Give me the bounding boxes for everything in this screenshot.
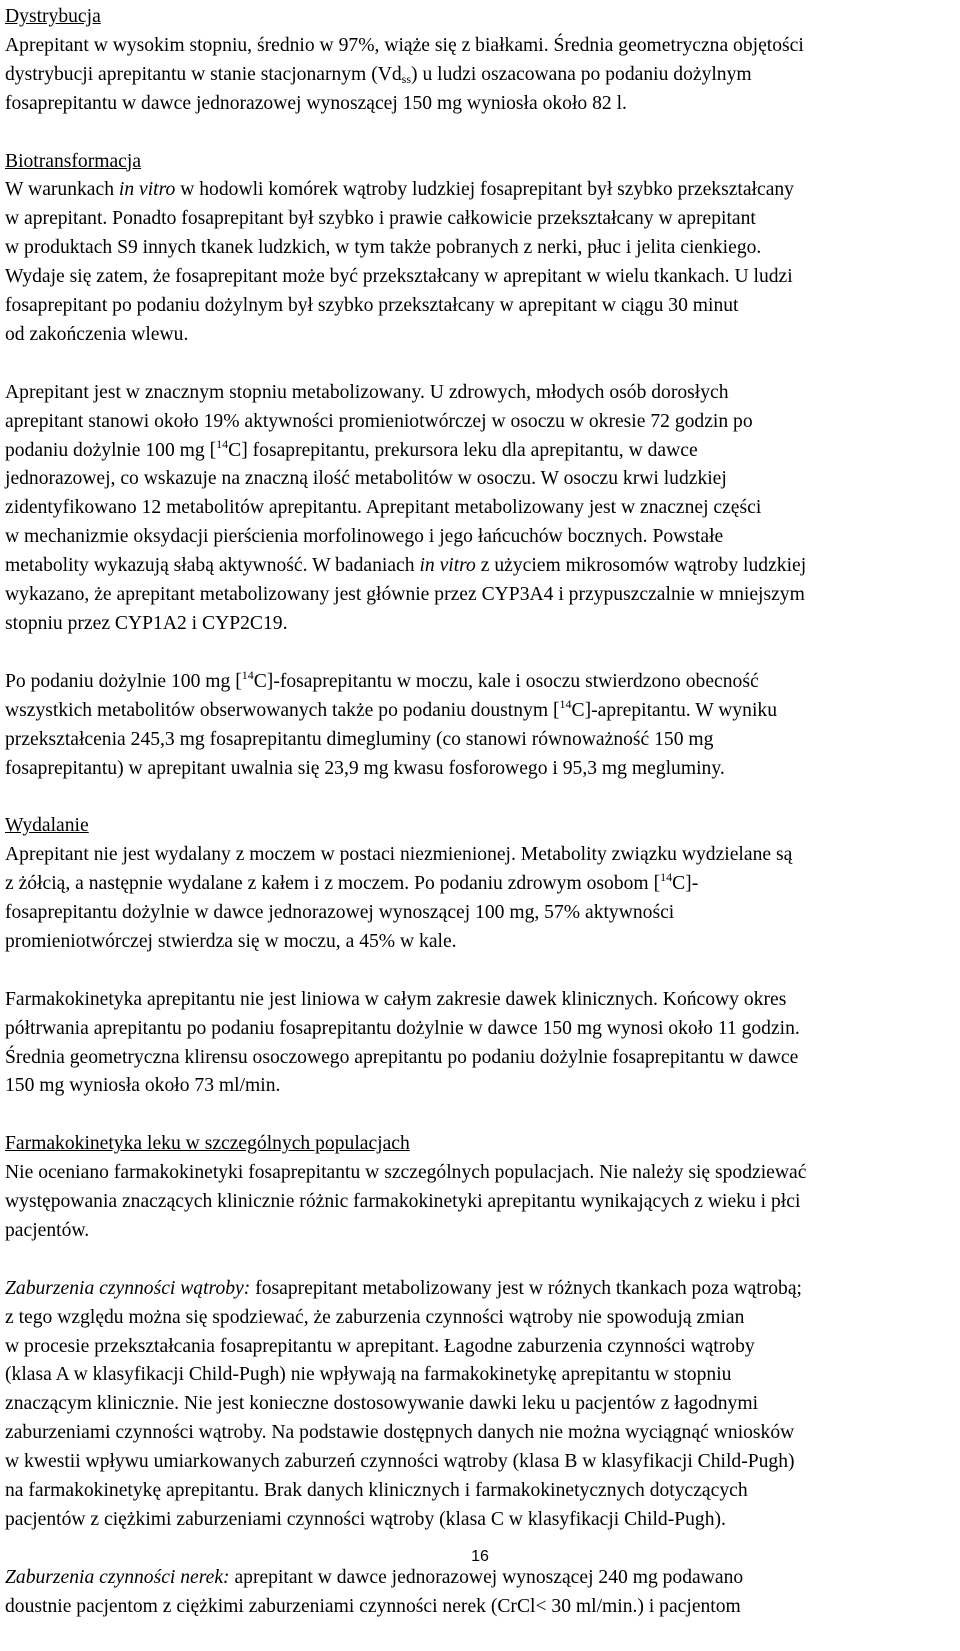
text-line: w procesie przekształcania fosaprepitantu w aprepitant. Łagodne zaburzenia czynności wątroby bbox=[5, 1335, 755, 1357]
italic-subheading: Zaburzenia czynności wątroby: bbox=[5, 1277, 251, 1299]
text-line: z żółcią, a następnie wydalane z kałem i z moczem. Po podaniu zdrowym osobom [$^{14}$C]- bbox=[5, 870, 699, 895]
superscript: 14 bbox=[216, 436, 229, 451]
section-biotransformacja bbox=[5, 148, 957, 350]
heading-dystrybucja: Dystrybucja bbox=[5, 6, 101, 27]
text-line: wykazano, że aprepitant metabolizowany jest głównie przez CYP3A4 i przypuszczalnie w mniejszym bbox=[5, 584, 805, 606]
paragraph-zaburzenia-watroby bbox=[5, 1275, 957, 1535]
text-line: w kwestii wpływu umiarkowanych zaburzeń czynności wątroby (klasa B w klasyfikacji Child-Pugh) bbox=[5, 1451, 795, 1473]
text-line: aprepitant stanowi około 19% aktywności promieniotwórczej w osoczu w okresie 72 godzin po bbox=[5, 410, 753, 432]
section-populacje bbox=[5, 1130, 957, 1246]
text-line: 150 mg wyniosła około 73 ml/min. bbox=[5, 1075, 281, 1097]
text-line: dystrybucji aprepitantu w stanie stacjonarnym $(Vd_{ss})$ u ludzi oszacowana po podaniu dożylnym bbox=[5, 63, 752, 86]
text-line: zaburzeniami czynności wątroby. Na podstawie dostępnych danych nie można wyciągnąć wniosków bbox=[5, 1422, 795, 1444]
text-line: fosaprepitantu dożylnie w dawce jednorazowej wynoszącej 100 mg, 57% aktywności bbox=[5, 902, 675, 924]
text-line: od zakończenia wlewu. bbox=[5, 323, 189, 345]
text-line: wszystkich metabolitów obserwowanych także po podaniu doustnym [$^{14}$C]-aprepitantu. W wyniku bbox=[5, 696, 778, 721]
section-dystrybucja bbox=[5, 3, 957, 119]
text-line: stopniu przez CYP1A2 i CYP2C19. bbox=[5, 613, 288, 634]
text-line: Wydaje się zatem, że fosaprepitant może być przekształcany w aprepitant w wielu tkankach. U ludzi bbox=[5, 266, 793, 288]
text-line: znaczącym klinicznie. Nie jest konieczne dostosowywanie dawki leku u pacjentów z łagodnymi bbox=[5, 1393, 759, 1415]
page-number: 16 bbox=[471, 1548, 489, 1565]
text-line: metabolity wykazują słabą aktywność. W badaniach in vitro z użyciem mikrosomów wątroby ludzkiej bbox=[5, 555, 807, 577]
text-line: Zaburzenia czynności wątroby: fosaprepitant metabolizowany jest w różnych tkankach poza wątrobą; bbox=[5, 1277, 802, 1299]
heading-wydalanie: Wydalanie bbox=[5, 815, 89, 837]
text-line: Średnia geometryczna klirensu osoczowego aprepitantu po podaniu dożylnie fosaprepitantu w dawce bbox=[5, 1046, 799, 1068]
text-line: Aprepitant w wysokim stopniu, średnio w 97%, wiąże się z białkami. Średnia geometryczna objętości bbox=[5, 34, 804, 56]
text-line: w produktach S9 innych tkanek ludzkich, w tym także pobranych z nerki, płuc i jelita cienkiego. bbox=[5, 237, 762, 259]
superscript: 14 bbox=[241, 667, 254, 682]
superscript: 14 bbox=[559, 696, 572, 711]
text-line: pacjentów z ciężkimi zaburzeniami czynności wątroby (klasa C w klasyfikacji Child-Pugh). bbox=[5, 1509, 726, 1531]
text-line: Aprepitant jest w znacznym stopniu metabolizowany. U zdrowych, młodych osób dorosłych bbox=[5, 381, 729, 403]
subscript: ss bbox=[401, 71, 412, 86]
heading-populacje: Farmakokinetyka leku w szczególnych populacjach bbox=[5, 1133, 410, 1155]
text-line: podaniu dożylnie 100 mg [$^{14}$C] fosaprepitantu, prekursora leku dla aprepitantu, w dawce bbox=[5, 436, 698, 461]
text-line: Nie oceniano farmakokinetyki fosaprepitantu w szczególnych populacjach. Nie należy się spodziewać bbox=[5, 1162, 807, 1184]
text-line: W warunkach in vitro w hodowli komórek wątroby ludzkiej fosaprepitant był szybko przekształcany bbox=[5, 179, 794, 201]
italic-term: in vitro bbox=[419, 555, 476, 577]
paragraph-metabolizm bbox=[5, 379, 957, 639]
text-line: w aprepitant. Ponadto fosaprepitant był szybko i prawie całkowicie przekształcany w aprepitant bbox=[5, 208, 756, 230]
text-line: fosaprepitantu) w aprepitant uwalnia się 23,9 mg kwasu fosforowego i 95,3 mg megluminy. bbox=[5, 757, 725, 779]
text-line: na farmakokinetykę aprepitantu. Brak danych klinicznych i farmakokinetycznych dotyczących bbox=[5, 1480, 748, 1502]
italic-subheading: Zaburzenia czynności nerek: bbox=[5, 1566, 230, 1588]
text-line: przekształcenia 245,3 mg fosaprepitantu dimegluminy (co stanowi równoważność 150 mg bbox=[5, 728, 714, 750]
paragraph-farmakokinetyka bbox=[5, 986, 957, 1102]
text-line: Po podaniu dożylnie 100 mg [$^{14}$C]-fosaprepitantu w moczu, kale i osoczu stwierdzono obecność bbox=[5, 667, 759, 692]
text-line: Farmakokinetyka aprepitantu nie jest liniowa w całym zakresie dawek klinicznych. Końcowy okres bbox=[5, 988, 787, 1010]
section-wydalanie bbox=[5, 812, 957, 957]
heading-biotransformacja: Biotransformacja bbox=[5, 150, 142, 172]
text-line: (klasa A w klasyfikacji Child-Pugh) nie wpływają na farmakokinetykę aprepitantu w stopniu bbox=[5, 1364, 732, 1386]
text-line: zidentyfikowano 12 metabolitów aprepitantu. Aprepitant metabolizowany jest w znacznej części bbox=[5, 497, 762, 519]
paragraph-metabolity-14c bbox=[5, 668, 957, 784]
text-line: fosaprepitantu w dawce jednorazowej wynoszącej 150 mg wyniosła około 82 l. bbox=[5, 92, 627, 114]
text-line: fosaprepitant po podaniu dożylnym był szybko przekształcany w aprepitant w ciągu 30 minut bbox=[5, 295, 739, 317]
text-line: promieniotwórczej stwierdza się w moczu, a 45% w kale. bbox=[5, 930, 457, 952]
text-line: półtrwania aprepitantu po podaniu fosaprepitantu dożylnie w dawce 150 mg wynosi około 11 godzin. bbox=[5, 1017, 800, 1039]
text-line: jednorazowej, co wskazuje na znaczną ilość metabolitów w osoczu. W osoczu krwi ludzkiej bbox=[5, 468, 727, 490]
text-line: doustnie pacjentom z ciężkimi zaburzeniami czynności nerek (CrCl< 30 ml/min.) i pacjentom bbox=[5, 1595, 741, 1617]
text-line: występowania znaczących klinicznie różnic farmakokinetyki aprepitantu wynikających z wieku i płci bbox=[5, 1191, 801, 1213]
italic-term: in vitro bbox=[118, 179, 176, 201]
document-body bbox=[5, 3, 957, 1651]
text-line: pacjentów. bbox=[5, 1219, 90, 1241]
text-line: Zaburzenia czynności nerek: aprepitant w dawce jednorazowej wynoszącej 240 mg podawano bbox=[5, 1566, 744, 1588]
text-line: z tego względu można się spodziewać, że zaburzenia czynności wątroby nie spowodują zmian bbox=[5, 1306, 745, 1328]
superscript: 14 bbox=[660, 870, 673, 885]
paragraph-zaburzenia-nerek bbox=[5, 1564, 957, 1622]
text-line: Aprepitant nie jest wydalany z moczem w postaci niezmienionej. Metabolity związku wydzielane są bbox=[5, 844, 793, 866]
text-line: w mechanizmie oksydacji pierścienia morfolinowego i jego łańcuchów bocznych. Powstałe bbox=[5, 526, 724, 548]
